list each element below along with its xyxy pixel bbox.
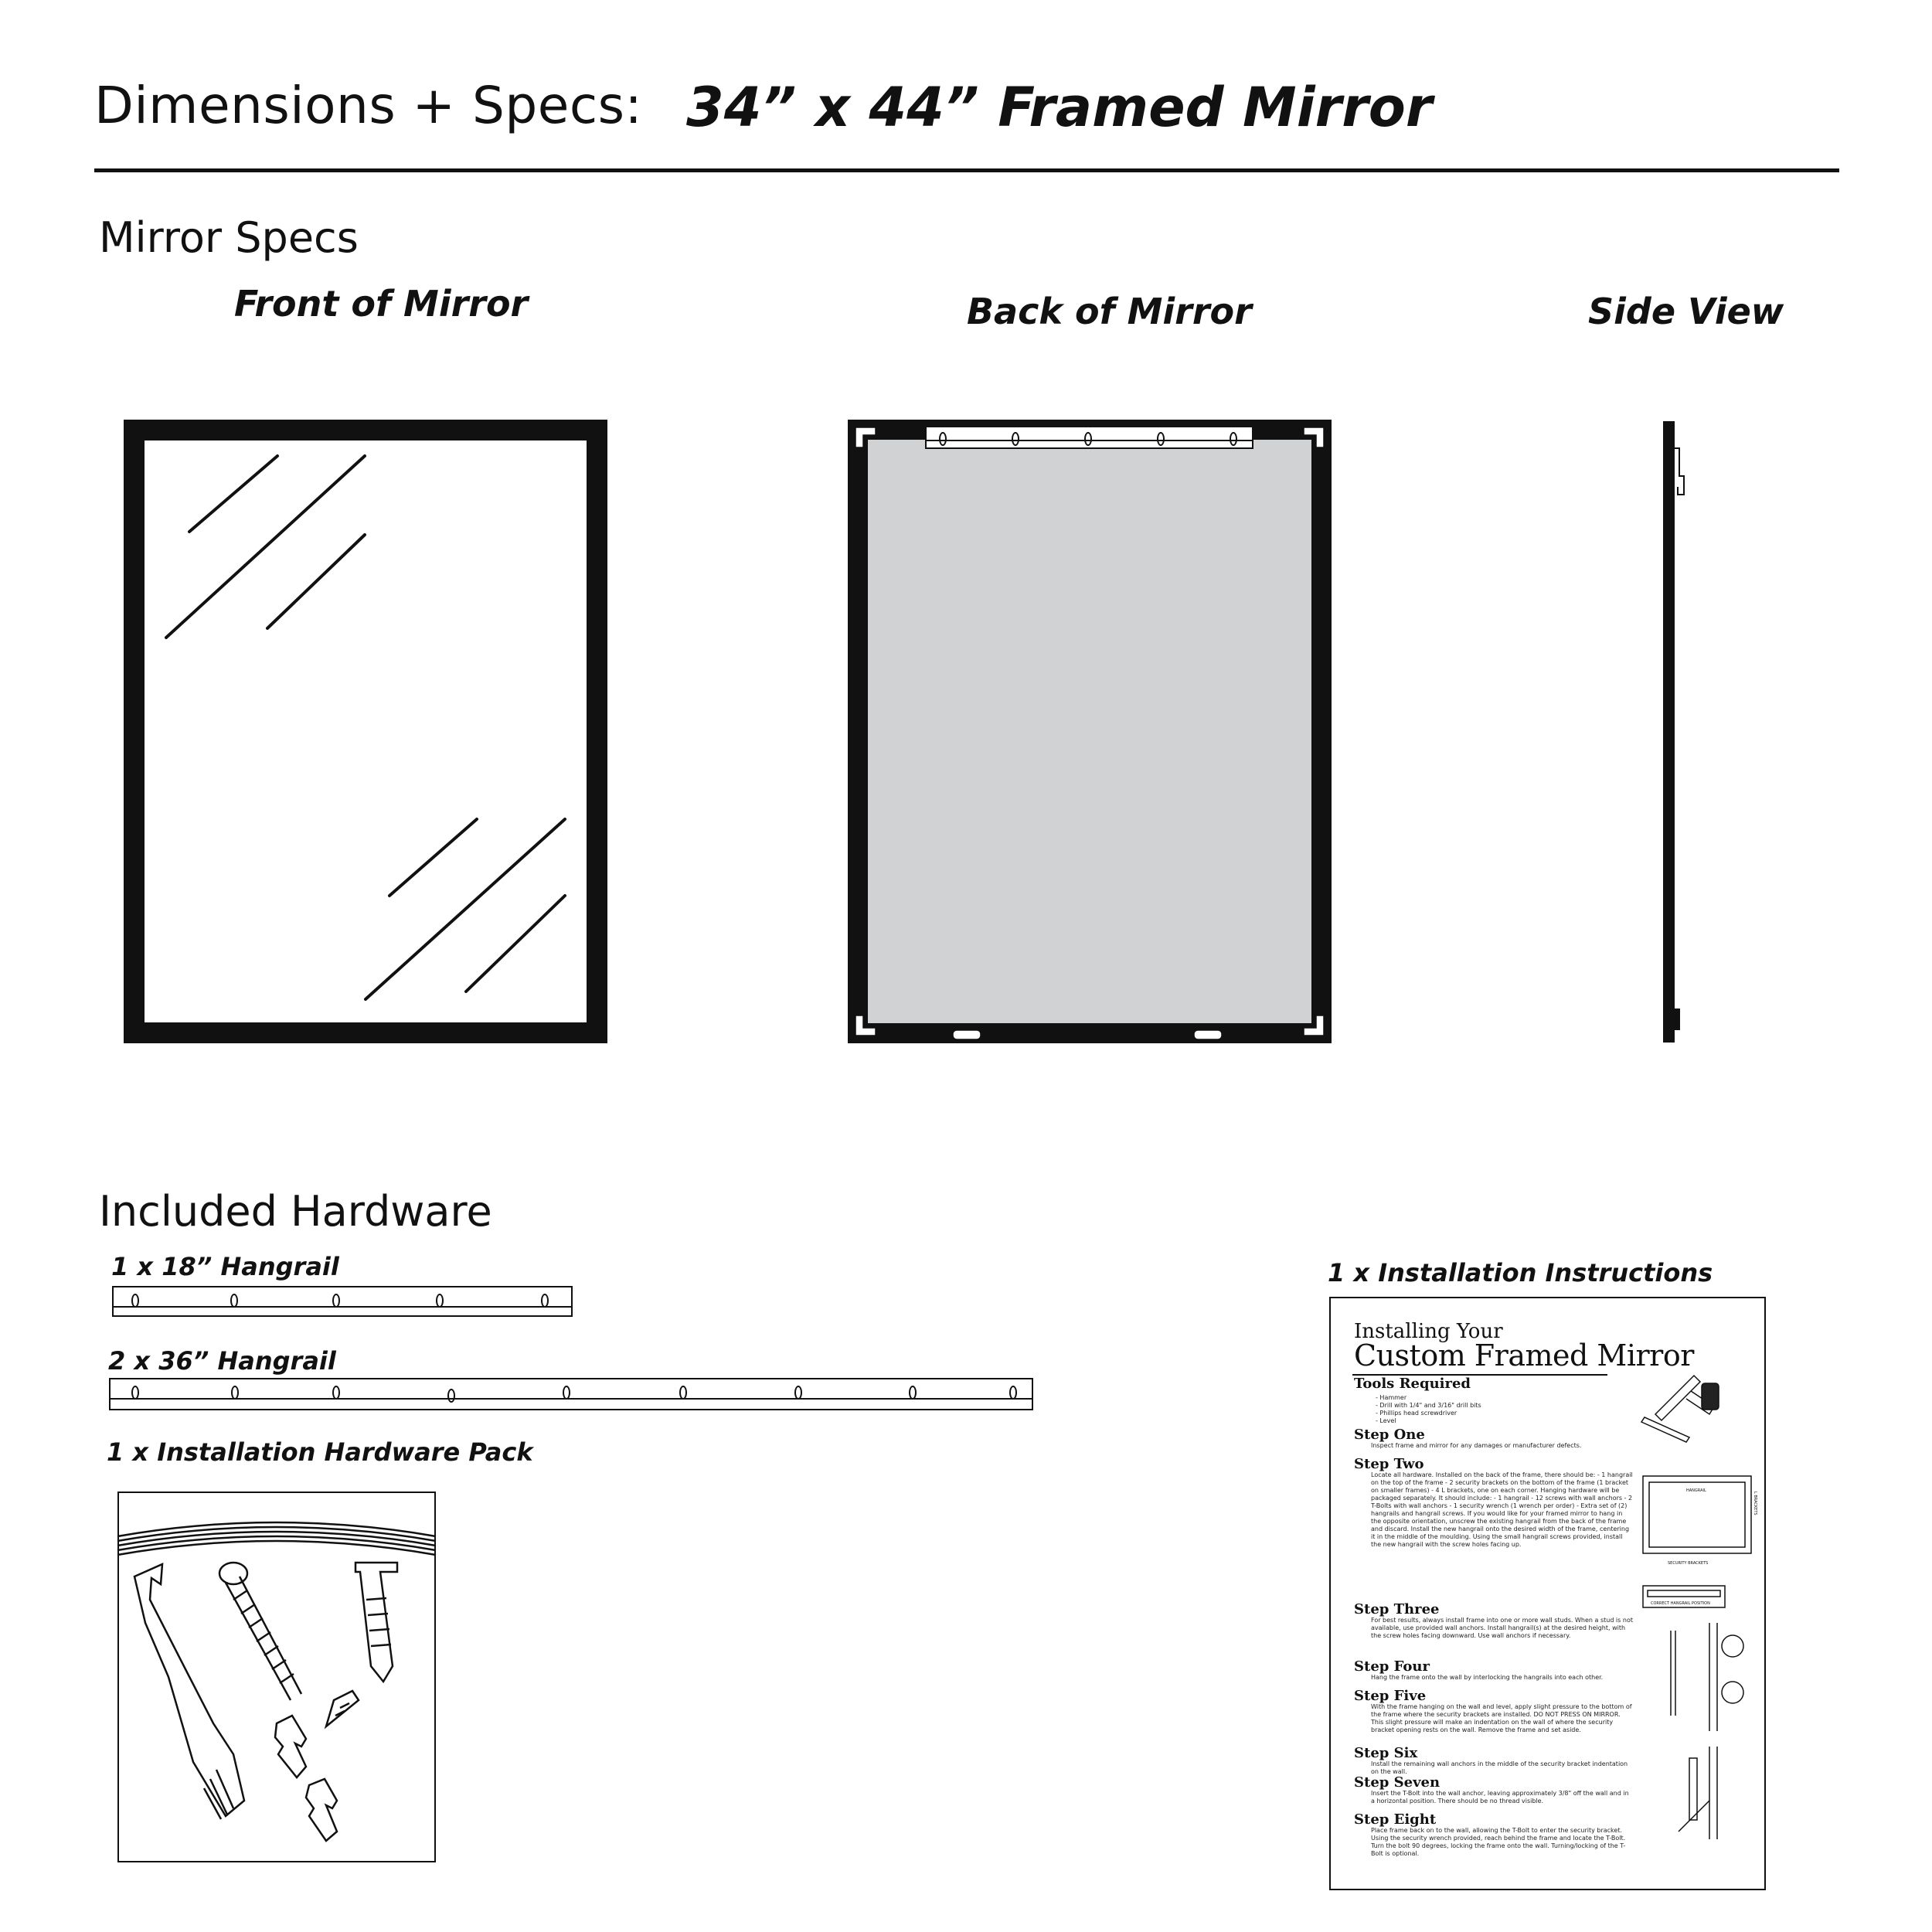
diagram-security-label: SECURITY BRACKETS [1668, 1561, 1709, 1566]
step-five-heading: Step Five [1354, 1688, 1427, 1704]
step-six-text: Install the remaining wall anchors in the middle of the security bracket indentation on the wall. [1371, 1760, 1628, 1775]
step-seven-heading: Step Seven [1354, 1774, 1440, 1791]
step-six-heading: Step Six [1354, 1745, 1418, 1761]
tools-heading: Tools Required [1354, 1376, 1471, 1392]
instructions-document [1329, 1297, 1766, 1890]
mirror-specs-heading: Mirror Specs [99, 213, 359, 262]
hangrail-18 [112, 1286, 573, 1317]
step-eight-text: Place frame back on to the wall, allowing the T-Bolt to enter the security bracket. Using the security wrench provided, reach behind the frame and locate the T-Bolt. Turn the bolt 90 degrees, locking the frame onto the wall. Turning/locking of the T-Bolt is optional. [1371, 1827, 1626, 1857]
product-title: 34” x 44” Framed Mirror [686, 76, 1433, 139]
mirror-glare-lines [124, 420, 607, 1043]
step-four-text: Hang the frame onto the wall by interlocking the hangrails into each other. [1371, 1674, 1604, 1681]
diagram-hangrail-label: HANGRAIL [1686, 1488, 1706, 1493]
step-one-text: Inspect frame and mirror for any damages or manufacturer defects. [1371, 1442, 1582, 1449]
side-hardware [1675, 433, 1690, 1051]
back-view-label: Back of Mirror [967, 291, 1252, 332]
step-five-text: With the frame hanging on the wall and level, apply slight pressure to the bottom of the frame where the security brackets are installed. DO NOT PRESS ON MIRROR. This slight pressure will make an indentation on the wall of where the security bracket opening rests on the wall. Remove the frame and set aside. [1371, 1703, 1632, 1733]
diagram-brackets-label: L BRACKETS [1753, 1492, 1757, 1515]
page-title: Dimensions + Specs: [94, 76, 643, 135]
mirror-side-illustration [1663, 421, 1675, 1043]
step-two-text: Locate all hardware. Installed on the back of the frame, there should be: - 1 hangrail on the top of the frame - 2 security brackets on the bottom of the frame (1 bracket on smaller frames) - 4 L brackets, one on each corner. Hanging hardware will be packaged separately. It should include: - 1 hangrail - 12 screws with wall anchors - 2 T-Bolts with wall anchors - 1 security wrench (1 wrench per order) - Extra set of (2) hangrails and hangrail screws. If you would like for your framed mirror to hang in the opposite orientation, unscrew the existing hangrail from the back of the frame and discard. Install the new hangrail onto the desired width of the frame, centering it in the middle of the moulding. Using the small hangrail screws provided, install the new hangrail with the screw holes facing up. [1371, 1471, 1633, 1548]
side-view-label: Side View [1588, 291, 1784, 332]
doc-title-line1: Installing Your [1354, 1320, 1503, 1343]
hardware-pack-contents [117, 1492, 436, 1862]
doc-title-line2: Custom Framed Mirror [1354, 1338, 1694, 1372]
hardware-heading: Included Hardware [99, 1187, 492, 1236]
doc-illustrations [1640, 1368, 1756, 1847]
front-view-label: Front of Mirror [234, 283, 529, 325]
instructions-label: 1 x Installation Instructions [1328, 1258, 1713, 1287]
step-four-heading: Step Four [1354, 1658, 1430, 1675]
step-two-heading: Step Two [1354, 1456, 1424, 1472]
hangrail-36-label: 2 x 36” Hangrail [108, 1346, 336, 1376]
diagram-correct-label: CORRECT HANGRAIL POSITION [1651, 1601, 1710, 1606]
tools-list: - Hammer - Drill with 1/4" and 3/16" drill bits - Phillips head screwdriver - Level [1376, 1394, 1481, 1424]
hardware-pack-label: 1 x Installation Hardware Pack [107, 1437, 533, 1467]
hangrail-36 [109, 1378, 1033, 1410]
hangrail-18-label: 1 x 18” Hangrail [111, 1252, 339, 1281]
step-three-heading: Step Three [1354, 1601, 1440, 1617]
step-seven-text: Insert the T-Bolt into the wall anchor, leaving approximately 3/8" off the wall and in a horizontal position. There should be no thread visible. [1371, 1790, 1629, 1804]
step-one-heading: Step One [1354, 1427, 1425, 1443]
step-eight-heading: Step Eight [1354, 1811, 1437, 1828]
corner-brackets [848, 420, 1332, 1043]
step-three-text: For best results, always install frame into one or more wall studs. When a stud is not available, use provided wall anchors. Install hangrail(s) at the desired height, with the screw holes facing downward. Use wall anchors if necessary. [1371, 1617, 1633, 1639]
header-divider [94, 168, 1839, 172]
